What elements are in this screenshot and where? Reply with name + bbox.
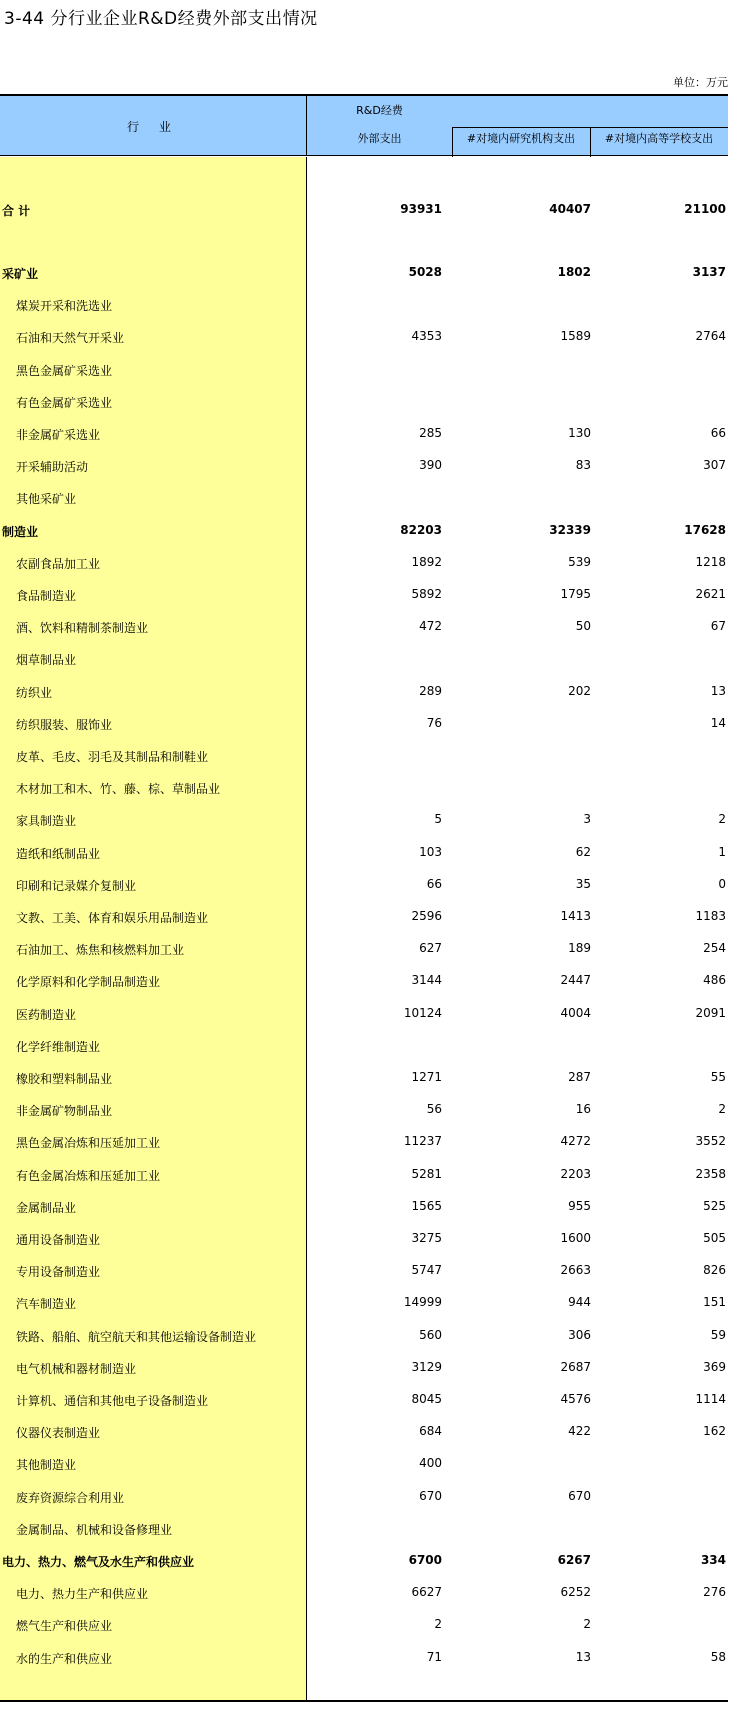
row-value-v2: 62 [575,844,591,859]
table-row [0,517,728,547]
table-bottom-border [0,1700,728,1702]
row-industry-name: 废弃资源综合利用业 [16,1490,125,1505]
page-title: 3-44 分行业企业R&D经费外部支出情况 [4,9,318,29]
row-industry-name: 计算机、通信和其他电子设备制造业 [16,1394,209,1408]
table-row [0,1579,728,1609]
table-row [0,1225,728,1255]
row-industry-name: 开采辅助活动 [16,460,89,475]
row-value-v1: 560 [419,1327,442,1342]
table-row [0,1450,728,1480]
table-row [0,420,728,450]
row-industry-name: 纺织业 [16,685,53,700]
row-industry-name: 酒、饮料和精制茶制造业 [16,621,149,636]
row-value-v3: 2 [718,1102,726,1117]
row-industry-name: 医药制造业 [16,1007,77,1022]
row-industry-name: 汽车制造业 [16,1297,77,1312]
header-rd-line1: R&D经费 [356,104,403,117]
table-row [0,196,728,226]
table-row [0,388,728,418]
row-value-v1: 390 [419,458,442,473]
row-value-v3: 13 [710,683,726,698]
row-value-v2: 6252 [560,1585,591,1600]
table-row [0,1000,728,1030]
row-industry-name: 印刷和记录媒介复制业 [16,878,137,893]
table-row [0,1644,728,1674]
row-industry-name: 铁路、船舶、航空航天和其他运输设备制造业 [16,1329,257,1344]
table-row [0,613,728,643]
table-row [0,1354,728,1384]
row-value-v2: 422 [568,1424,591,1439]
row-industry-name: 水的生产和供应业 [16,1651,113,1666]
row-value-v3: 21100 [684,202,726,216]
table-row [0,581,728,611]
row-industry-name: 电力、热力生产和供应业 [16,1587,149,1602]
table-row [0,1032,728,1062]
table-row [0,1515,728,1545]
row-value-v2: 83 [575,458,591,473]
table-row [0,903,728,933]
table-row [0,1257,728,1287]
row-value-v2: 2 [583,1617,591,1632]
row-value-v1: 71 [426,1649,442,1664]
row-value-v1: 670 [419,1488,442,1503]
row-value-v3: 505 [703,1231,726,1245]
header-industry-cell [0,96,307,156]
row-industry-name: 石油和天然气开采业 [16,331,125,346]
row-value-v1: 4353 [411,329,442,344]
row-value-v2: 670 [568,1488,591,1503]
row-value-v2: 1589 [560,329,591,344]
row-value-v3: 17628 [684,522,726,537]
table-row [0,1161,728,1191]
table-row [0,839,728,869]
row-value-v1: 285 [419,426,442,440]
row-value-v3: 276 [703,1585,726,1600]
row-value-v1: 1271 [411,1070,442,1084]
row-value-v1: 14999 [403,1295,442,1310]
row-value-v3: 14 [710,715,726,730]
row-value-v2: 955 [568,1198,591,1213]
row-industry-name: 其他采矿业 [16,492,77,507]
row-value-v1: 627 [419,941,442,956]
row-value-v2: 306 [568,1327,591,1342]
row-value-v2: 539 [568,554,591,569]
row-value-v1: 93931 [400,202,442,216]
row-value-v3: 1 [718,844,726,859]
row-value-v2: 6267 [557,1553,591,1567]
table-row [0,1547,728,1577]
header-rd-line2: 外部支出 [357,132,402,145]
table-row [0,1064,728,1094]
row-value-v1: 1565 [411,1198,442,1213]
header-col-divider-1 [452,127,453,157]
row-value-v3: 2358 [695,1166,726,1181]
row-industry-name: 金属制品业 [16,1200,77,1215]
row-industry-name: 非金属矿物制品业 [16,1104,113,1119]
row-value-v3: 486 [703,973,726,988]
row-value-v1: 3275 [411,1231,442,1245]
row-value-v1: 684 [419,1424,442,1439]
row-value-v3: 369 [703,1359,726,1374]
row-industry-name: 通用设备制造业 [16,1233,101,1247]
row-industry-name: 采矿业 [2,267,39,281]
row-industry-name: 化学原料和化学制品制造业 [16,975,161,990]
row-industry-name: 化学纤维制造业 [16,1039,101,1054]
row-value-v1: 472 [419,619,442,634]
row-value-v3: 0 [718,876,726,891]
row-industry-name: 文教、工美、体育和娱乐用品制造业 [16,911,209,925]
table-row [0,935,728,965]
row-value-v2: 1802 [557,265,591,279]
row-value-v1: 1892 [411,554,442,569]
table-row [0,452,728,482]
row-value-v1: 400 [419,1456,442,1471]
row-value-v1: 11237 [403,1134,442,1149]
row-value-v3: 254 [703,941,726,956]
row-industry-name: 橡胶和塑料制品业 [16,1072,113,1086]
row-industry-name: 电气机械和器材制造业 [16,1361,137,1376]
table-row [0,1096,728,1126]
table-row [0,645,728,675]
row-value-v1: 5 [434,812,442,827]
row-industry-name: 石油加工、炼焦和核燃料加工业 [16,943,185,958]
row-industry-name: 制造业 [2,524,39,539]
table-row [0,806,728,836]
row-value-v2: 13 [575,1649,591,1664]
row-industry-name: 电力、热力、燃气及水生产和供应业 [2,1555,195,1569]
row-value-v2: 4272 [560,1134,591,1149]
row-value-v2: 202 [568,683,591,698]
row-industry-name: 皮革、毛皮、羽毛及其制品和制鞋业 [16,750,209,764]
row-value-v1: 66 [426,876,442,891]
row-industry-name: 黑色金属冶炼和压延加工业 [16,1136,161,1151]
row-industry-name: 黑色金属矿采选业 [16,363,113,378]
row-value-v3: 307 [703,458,726,473]
row-industry-name: 纺织服装、服饰业 [16,717,113,732]
row-value-v3: 66 [710,426,726,440]
row-value-v2: 287 [568,1070,591,1084]
row-industry-name: 烟草制品业 [16,653,77,668]
table-row [0,259,728,289]
row-value-v1: 6700 [408,1553,442,1567]
row-value-v2: 4576 [560,1392,591,1406]
row-value-v1: 5028 [408,265,442,279]
table-row [0,1611,728,1641]
table-row [0,1386,728,1416]
row-value-v3: 2091 [695,1005,726,1020]
row-industry-name: 燃气生产和供应业 [16,1619,113,1634]
row-value-v3: 58 [710,1649,726,1664]
table-row [0,291,728,321]
table-row [0,1289,728,1319]
table-row [0,678,728,708]
row-value-v3: 1114 [695,1392,726,1406]
row-industry-name: 专用设备制造业 [16,1265,101,1280]
row-industry-name: 木材加工和木、竹、藤、棕、草制品业 [16,782,221,797]
table-row [0,1322,728,1352]
row-value-v3: 525 [703,1198,726,1213]
row-value-v3: 2621 [695,587,726,601]
row-industry-name: 其他制造业 [16,1458,77,1473]
row-value-v1: 5747 [411,1263,442,1278]
header-col3-label: #对境内高等学校支出 [604,132,714,145]
row-value-v2: 944 [568,1295,591,1310]
row-industry-name: 非金属矿采选业 [16,428,101,442]
table-row [0,356,728,386]
row-value-v1: 3129 [411,1359,442,1374]
row-value-v2: 2447 [560,973,591,988]
row-industry-name: 有色金属矿采选业 [16,395,113,410]
row-value-v3: 3552 [695,1134,726,1149]
row-value-v3: 826 [703,1263,726,1278]
row-value-v2: 130 [568,426,591,440]
row-value-v3: 1183 [695,909,726,923]
row-value-v2: 1600 [560,1231,591,1245]
header-col2-label: #对境内研究机构支出 [466,132,576,145]
row-industry-name: 煤炭开采和洗选业 [16,299,113,314]
table-row [0,1483,728,1513]
header-col-divider-2 [590,127,591,157]
row-value-v3: 2764 [695,329,726,344]
row-industry-name: 食品制造业 [16,589,77,603]
row-value-v2: 1413 [560,909,591,923]
row-value-v3: 151 [703,1295,726,1310]
row-value-v1: 3144 [411,973,442,988]
row-value-v1: 8045 [411,1392,442,1406]
row-industry-name: 有色金属冶炼和压延加工业 [16,1168,161,1183]
row-value-v2: 4004 [560,1005,591,1020]
unit-label: 单位：万元 [673,76,728,89]
row-value-v2: 2663 [560,1263,591,1278]
table-row [0,323,728,353]
row-value-v2: 189 [568,941,591,956]
row-value-v1: 56 [426,1102,442,1117]
row-value-v2: 2203 [560,1166,591,1181]
row-value-v1: 6627 [411,1585,442,1600]
row-value-v2: 40407 [549,202,591,216]
row-value-v1: 10124 [403,1005,442,1020]
table-row [0,967,728,997]
row-value-v1: 5281 [411,1166,442,1181]
row-industry-name: 造纸和纸制品业 [16,846,101,861]
row-industry-name: 农副食品加工业 [16,556,101,571]
row-value-v1: 2596 [411,909,442,923]
row-value-v2: 35 [575,876,591,891]
row-value-v3: 55 [710,1070,726,1084]
row-value-v2: 16 [575,1102,591,1117]
row-industry-name: 家具制造业 [16,814,77,829]
table-row [0,774,728,804]
row-value-v3: 334 [700,1553,726,1567]
row-value-v2: 32339 [549,522,591,537]
table-row [0,1128,728,1158]
row-value-v2: 1795 [560,587,591,601]
row-value-v1: 289 [419,683,442,698]
table-row [0,710,728,740]
row-value-v3: 162 [703,1424,726,1439]
row-industry-name: 合 计 [2,204,31,218]
row-value-v1: 82203 [400,522,442,537]
row-value-v1: 5892 [411,587,442,601]
row-industry-name: 金属制品、机械和设备修理业 [16,1522,173,1537]
table-row [0,742,728,772]
row-value-v3: 3137 [692,265,726,279]
row-value-v1: 76 [426,715,442,730]
table-row [0,1418,728,1448]
row-value-v2: 2687 [560,1359,591,1374]
table-row [0,549,728,579]
row-value-v2: 3 [583,812,591,827]
row-value-v3: 67 [710,619,726,634]
header-industry-label: 行 业 [127,120,179,134]
table-row [0,871,728,901]
row-value-v2: 50 [575,619,591,634]
table-row [0,1193,728,1223]
row-value-v3: 2 [718,812,726,827]
row-value-v1: 103 [419,844,442,859]
row-value-v1: 2 [434,1617,442,1632]
table-row [0,484,728,514]
row-industry-name: 仪器仪表制造业 [16,1426,101,1441]
row-value-v3: 59 [710,1327,726,1342]
row-value-v3: 1218 [695,554,726,569]
